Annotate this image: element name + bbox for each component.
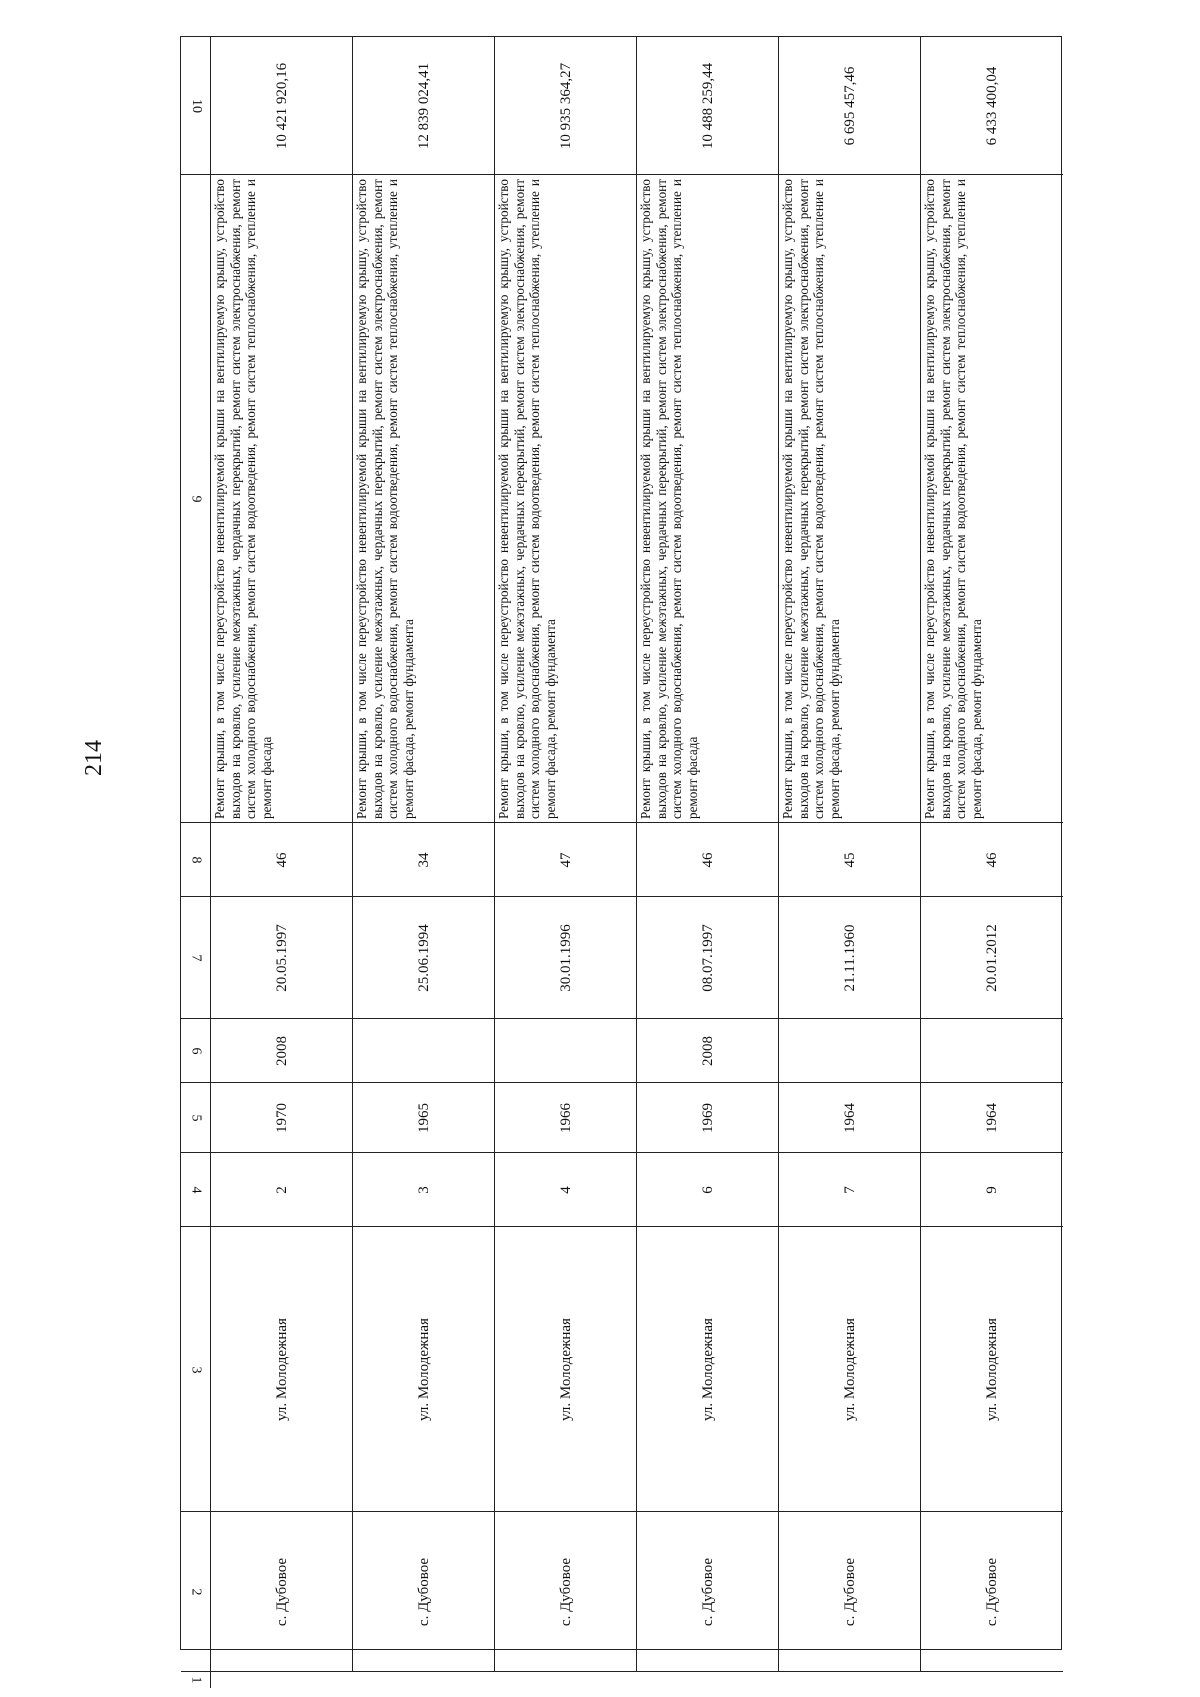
year-built-cell [495, 1083, 637, 1153]
works-cell [353, 175, 495, 823]
year-repair-cell [495, 1019, 637, 1083]
works-cell-text: Ремонт крыши, в том числе переустройство невентилируемой крыши на вентилируемую крышу, устройство выходов на кровлю, усиление межэтажных, чердачных перекрытий, ремонт систем электроснабжения, ремонт систем холодного водоснабжения, ремонт систем водоотведения, ремонт систем теплоснабжения, утепление и ремонт фасада [212, 179, 274, 819]
value8-cell-text: 46 [983, 852, 1000, 868]
settlement-cell-text: с. Дубовое [415, 1557, 432, 1627]
year-repair-cell-text: 2008 [699, 1036, 716, 1066]
column-header-label: 8 [188, 856, 204, 864]
cost-cell-text: 10 421 920,16 [273, 62, 290, 150]
column-header [181, 1672, 211, 1688]
settlement-cell [211, 1512, 353, 1672]
year-repair-cell-text [495, 1019, 637, 1083]
cost-cell-text: 6 695 457,46 [841, 66, 858, 146]
date-cell [637, 897, 779, 1019]
column-header-label: 3 [188, 1366, 204, 1373]
house-cell-text: 2 [273, 1186, 290, 1194]
street-cell-text: ул. Молодежная [841, 1318, 858, 1421]
column-header-label: 6 [188, 1047, 204, 1055]
street-cell [495, 1227, 637, 1512]
year-repair-cell [353, 1019, 495, 1083]
settlement-cell-text: с. Дубовое [557, 1557, 574, 1627]
cost-cell [353, 37, 495, 175]
date-cell [353, 897, 495, 1019]
column-header [181, 823, 211, 897]
year-repair-cell [921, 1019, 1063, 1083]
year-repair-cell-text [779, 1019, 921, 1083]
works-cell [211, 175, 353, 823]
year-repair-cell-text: 2008 [273, 1036, 290, 1066]
works-cell [495, 175, 637, 823]
year-built-cell-text: 1969 [699, 1103, 716, 1133]
cost-cell-text: 12 839 024,41 [415, 62, 432, 150]
table-band-5 [181, 1083, 1063, 1153]
cost-cell-text: 10 488 259,44 [699, 62, 716, 150]
table-band-6 [181, 1019, 1063, 1083]
settlement-cell [637, 1512, 779, 1672]
cost-cell-text: 10 935 364,27 [557, 62, 574, 150]
date-cell-text: 20.01.2012 [983, 924, 1000, 992]
works-cell [921, 175, 1063, 823]
street-cell [353, 1227, 495, 1512]
house-cell [211, 1153, 353, 1227]
works-cell-text: Ремонт крыши, в том числе переустройство невентилируемой крыши на вентилируемую крышу, устройство выходов на кровлю, усиление межэтажных, чердачных перекрытий, ремонт систем электроснабжения, ремонт систем холодного водоснабжения, ремонт систем водоотведения, ремонт систем теплоснабжения, утепление и ремонт фасада, ремонт фундамента [922, 179, 984, 819]
cost-cell [637, 37, 779, 175]
works-cell [779, 175, 921, 823]
works-cell-text: Ремонт крыши, в том числе переустройство невентилируемой крыши на вентилируемую крышу, устройство выходов на кровлю, усиление межэтажных, чердачных перекрытий, ремонт систем электроснабжения, ремонт систем холодного водоснабжения, ремонт систем водоотведения, ремонт систем теплоснабжения, утепление и ремонт фасада, ремонт фундамента [496, 179, 558, 819]
column-header-label: 7 [188, 954, 204, 962]
street-cell [637, 1227, 779, 1512]
table-band-7 [181, 897, 1063, 1019]
table-band-10 [181, 37, 1063, 175]
date-cell [211, 897, 353, 1019]
value8-cell-text: 34 [415, 852, 432, 868]
house-cell [495, 1153, 637, 1227]
street-cell [211, 1227, 353, 1512]
page-number: 214 [81, 740, 107, 776]
date-cell [495, 897, 637, 1019]
date-cell-text: 20.05.1997 [273, 924, 290, 992]
house-cell-text: 6 [699, 1186, 716, 1194]
column-header-label: 10 [188, 99, 204, 113]
cost-cell-text: 6 433 400,04 [983, 66, 1000, 146]
column-header-label: 4 [188, 1186, 204, 1194]
date-cell [779, 897, 921, 1019]
year-built-cell [353, 1083, 495, 1153]
date-cell-text: 21.11.1960 [841, 924, 858, 992]
table-band-4 [181, 1153, 1063, 1227]
house-cell-text: 7 [841, 1186, 858, 1194]
street-cell-text: ул. Молодежная [699, 1318, 716, 1421]
settlement-cell [779, 1512, 921, 1672]
value8-cell [779, 823, 921, 897]
date-cell [921, 897, 1063, 1019]
year-built-cell [637, 1083, 779, 1153]
column-header [181, 1227, 211, 1512]
year-built-cell-text: 1964 [841, 1103, 858, 1133]
year-built-cell [211, 1083, 353, 1153]
cost-cell [921, 37, 1063, 175]
value8-cell [211, 823, 353, 897]
works-cell-text: Ремонт крыши, в том числе переустройство невентилируемой крыши на вентилируемую крышу, устройство выходов на кровлю, усиление межэтажных, чердачных перекрытий, ремонт систем электроснабжения, ремонт систем холодного водоснабжения, ремонт систем водоотведения, ремонт систем теплоснабжения, утепление и ремонт фасада [638, 179, 700, 819]
year-repair-cell-text [353, 1019, 495, 1083]
column-header [181, 1512, 211, 1672]
value8-cell-text: 47 [557, 852, 574, 868]
street-cell-text: ул. Молодежная [983, 1318, 1000, 1421]
year-built-cell-text: 1964 [983, 1103, 1000, 1133]
table-band-9 [181, 175, 1063, 823]
rotated-table [180, 36, 1062, 1684]
year-built-cell-text: 1966 [557, 1103, 574, 1133]
year-repair-cell [211, 1019, 353, 1083]
column-header-label: 5 [188, 1114, 204, 1122]
settlement-cell-text: с. Дубовое [983, 1557, 1000, 1627]
year-repair-cell-text [921, 1019, 1063, 1083]
date-cell-text: 25.06.1994 [415, 924, 432, 992]
settlement-cell-text: с. Дубовое [699, 1557, 716, 1627]
house-cell-text: 9 [983, 1186, 1000, 1194]
table-band-2 [181, 1512, 1063, 1672]
column-header [181, 1153, 211, 1227]
value8-cell-text: 45 [841, 852, 858, 868]
settlement-cell [353, 1512, 495, 1672]
house-cell [637, 1153, 779, 1227]
street-cell-text: ул. Молодежная [273, 1318, 290, 1421]
value8-cell [353, 823, 495, 897]
house-cell-text: 3 [415, 1186, 432, 1194]
settlement-cell [495, 1512, 637, 1672]
house-cell [779, 1153, 921, 1227]
house-cell [921, 1153, 1063, 1227]
year-built-cell [921, 1083, 1063, 1153]
year-built-cell [779, 1083, 921, 1153]
column-header [181, 1083, 211, 1153]
column-header [181, 175, 211, 823]
column-header-label: 1 [188, 1676, 204, 1684]
year-built-cell-text: 1970 [273, 1103, 290, 1133]
value8-cell [637, 823, 779, 897]
value8-cell-text: 46 [273, 852, 290, 868]
year-built-cell-text: 1965 [415, 1103, 432, 1133]
year-repair-cell [637, 1019, 779, 1083]
cost-cell [211, 37, 353, 175]
column-header-label: 2 [188, 1588, 204, 1596]
value8-cell [495, 823, 637, 897]
street-cell [779, 1227, 921, 1512]
settlement-cell-text: с. Дубовое [273, 1557, 290, 1627]
table-band-3 [181, 1227, 1063, 1512]
house-cell-text: 4 [557, 1186, 574, 1194]
column-header [181, 897, 211, 1019]
column-header [181, 37, 211, 175]
table-band-8 [181, 823, 1063, 897]
value8-cell [921, 823, 1063, 897]
cost-cell [779, 37, 921, 175]
column-header [181, 1019, 211, 1083]
year-repair-cell [779, 1019, 921, 1083]
date-cell-text: 30.01.1996 [557, 924, 574, 992]
settlement-cell-text: с. Дубовое [841, 1557, 858, 1627]
works-cell [637, 175, 779, 823]
column-header-label: 9 [188, 495, 204, 503]
value8-cell-text: 46 [699, 852, 716, 868]
cost-cell [495, 37, 637, 175]
house-cell [353, 1153, 495, 1227]
street-cell [921, 1227, 1063, 1512]
works-cell-text: Ремонт крыши, в том числе переустройство невентилируемой крыши на вентилируемую крышу, устройство выходов на кровлю, усиление межэтажных, чердачных перекрытий, ремонт систем электроснабжения, ремонт систем холодного водоснабжения, ремонт систем водоотведения, ремонт систем теплоснабжения, утепление и ремонт фасада, ремонт фундамента [780, 179, 842, 819]
settlement-cell [921, 1512, 1063, 1672]
street-cell-text: ул. Молодежная [415, 1318, 432, 1421]
street-cell-text: ул. Молодежная [557, 1318, 574, 1421]
works-cell-text: Ремонт крыши, в том числе переустройство невентилируемой крыши на вентилируемую крышу, устройство выходов на кровлю, усиление межэтажных, чердачных перекрытий, ремонт систем электроснабжения, ремонт систем холодного водоснабжения, ремонт систем водоотведения, ремонт систем теплоснабжения, утепление и ремонт фасада, ремонт фундамента [354, 179, 416, 819]
date-cell-text: 08.07.1997 [699, 924, 716, 992]
